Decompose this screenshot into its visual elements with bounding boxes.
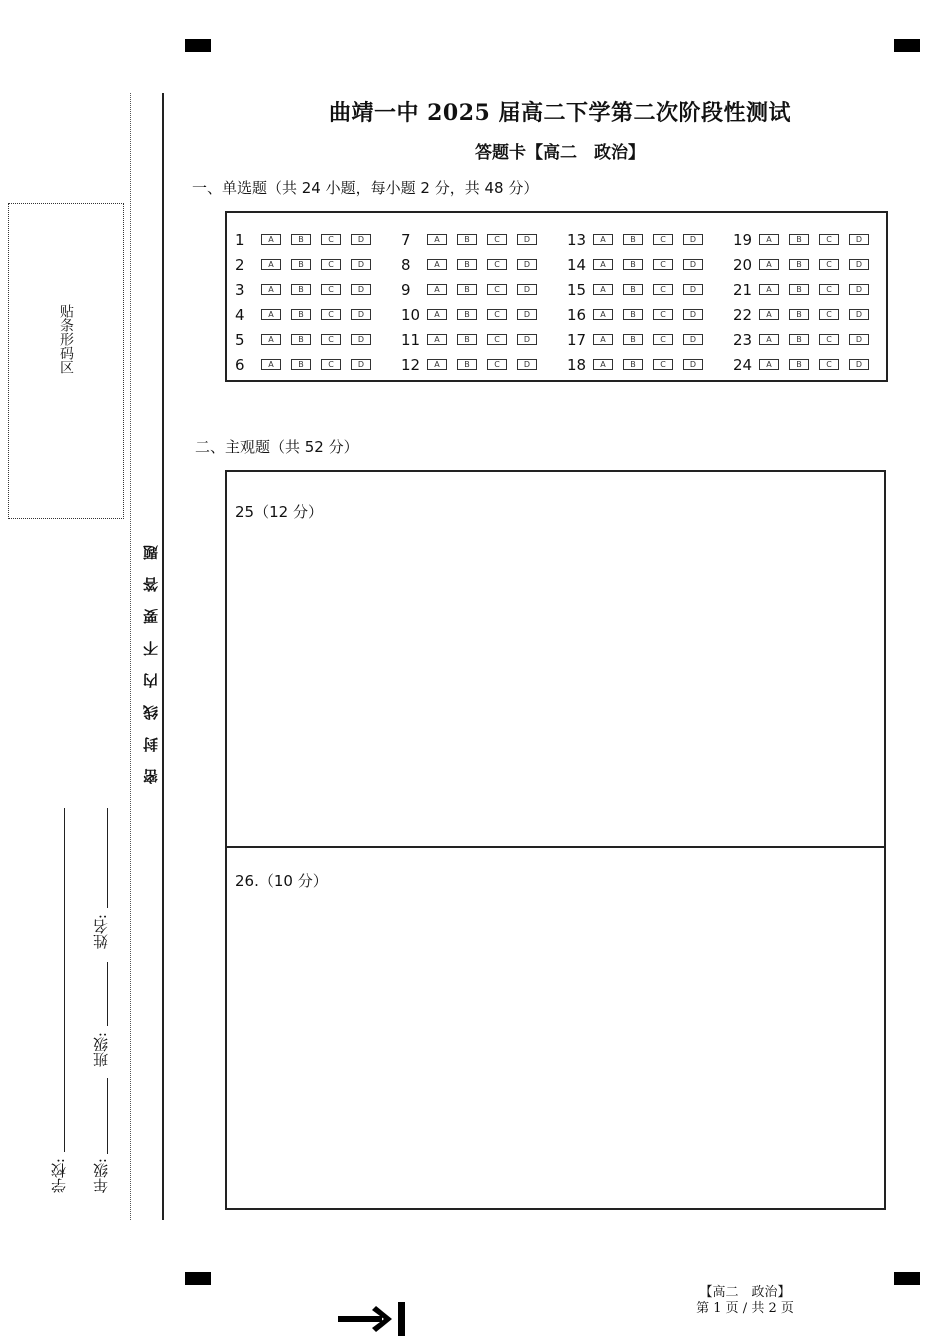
mc-question-number: 4 — [235, 305, 245, 324]
mc-question-row — [725, 327, 885, 352]
option-bubble-b[interactable]: B — [789, 259, 809, 270]
mc-question-row — [725, 227, 885, 252]
mc-question-number: 14 — [567, 255, 587, 274]
mc-question-row — [559, 352, 719, 377]
registration-mark-bottom-right — [894, 1272, 920, 1285]
option-bubble-b[interactable]: B — [789, 309, 809, 320]
option-bubble-b[interactable]: B — [457, 309, 477, 320]
footer-page-number: 第 1 页 / 共 2 页 — [696, 1301, 794, 1316]
registration-mark-top-right — [894, 39, 920, 52]
option-bubble-c[interactable]: C — [819, 284, 839, 295]
option-bubble-a[interactable]: A — [261, 284, 281, 295]
option-bubble-c[interactable]: C — [487, 259, 507, 270]
mc-question-row — [559, 277, 719, 302]
option-bubble-d[interactable]: D — [351, 234, 371, 245]
option-bubble-b[interactable]: B — [291, 359, 311, 370]
mc-question-number: 20 — [733, 255, 753, 274]
option-bubble-c[interactable]: C — [653, 284, 673, 295]
mc-question-number: 15 — [567, 280, 587, 299]
option-bubble-c[interactable]: C — [819, 359, 839, 370]
mc-question-row — [559, 252, 719, 277]
option-bubble-d[interactable]: D — [517, 259, 537, 270]
option-bubble-d[interactable]: D — [517, 359, 537, 370]
mc-question-number: 18 — [567, 355, 587, 374]
option-bubble-b[interactable]: B — [457, 259, 477, 270]
option-bubble-c[interactable]: C — [653, 359, 673, 370]
option-bubble-b[interactable]: B — [623, 334, 643, 345]
mc-question-row — [559, 302, 719, 327]
option-bubble-d[interactable]: D — [849, 259, 869, 270]
mc-question-number: 19 — [733, 230, 753, 249]
option-bubble-a[interactable]: A — [427, 309, 447, 320]
option-bubble-b[interactable]: B — [789, 234, 809, 245]
option-bubble-c[interactable]: C — [321, 234, 341, 245]
option-bubble-b[interactable]: B — [623, 284, 643, 295]
mc-question-number: 13 — [567, 230, 587, 249]
option-bubble-c[interactable]: C — [321, 259, 341, 270]
option-bubble-d[interactable]: D — [351, 359, 371, 370]
mc-question-number: 7 — [401, 230, 411, 249]
mc-question-row — [725, 252, 885, 277]
option-bubble-b[interactable]: B — [623, 234, 643, 245]
mc-question-row — [393, 227, 553, 252]
option-bubble-a[interactable]: A — [593, 234, 613, 245]
option-bubble-d[interactable]: D — [683, 234, 703, 245]
option-bubble-d[interactable]: D — [517, 284, 537, 295]
option-bubble-c[interactable]: C — [321, 309, 341, 320]
option-bubble-a[interactable]: A — [759, 309, 779, 320]
mc-question-number: 17 — [567, 330, 587, 349]
option-bubble-d[interactable]: D — [351, 284, 371, 295]
name-label: 姓名: — [92, 914, 110, 950]
mc-question-row — [725, 277, 885, 302]
mc-question-row — [227, 352, 387, 377]
mc-column — [227, 227, 387, 377]
mc-question-number: 24 — [733, 355, 753, 374]
grade-label: 年级: — [92, 1158, 110, 1194]
option-bubble-a[interactable]: A — [427, 259, 447, 270]
option-bubble-c[interactable]: C — [487, 234, 507, 245]
mc-question-row — [227, 302, 387, 327]
registration-mark-bottom-left — [185, 1272, 211, 1285]
mc-question-number: 23 — [733, 330, 753, 349]
option-bubble-c[interactable]: C — [321, 359, 341, 370]
option-bubble-a[interactable]: A — [759, 359, 779, 370]
option-bubble-a[interactable]: A — [427, 359, 447, 370]
option-bubble-d[interactable]: D — [517, 309, 537, 320]
option-bubble-a[interactable]: A — [593, 309, 613, 320]
mc-question-row — [725, 302, 885, 327]
option-bubble-b[interactable]: B — [457, 284, 477, 295]
mc-question-row — [393, 352, 553, 377]
option-bubble-c[interactable]: C — [487, 309, 507, 320]
option-bubble-c[interactable]: C — [819, 309, 839, 320]
mc-column — [725, 227, 885, 377]
mc-question-row — [393, 327, 553, 352]
grade-field[interactable] — [107, 1078, 108, 1154]
option-bubble-b[interactable]: B — [291, 259, 311, 270]
mc-question-row — [393, 277, 553, 302]
option-bubble-c[interactable]: C — [653, 259, 673, 270]
option-bubble-a[interactable]: A — [593, 334, 613, 345]
option-bubble-a[interactable]: A — [759, 284, 779, 295]
option-bubble-d[interactable]: D — [849, 359, 869, 370]
option-bubble-c[interactable]: C — [653, 309, 673, 320]
school-field[interactable] — [64, 808, 65, 1152]
barcode-area — [8, 203, 124, 519]
mc-question-row — [725, 352, 885, 377]
arrow-end-icon — [336, 1302, 408, 1336]
mc-question-number: 9 — [401, 280, 411, 299]
option-bubble-a[interactable]: A — [759, 334, 779, 345]
mc-question-number: 16 — [567, 305, 587, 324]
option-bubble-a[interactable]: A — [593, 259, 613, 270]
option-bubble-d[interactable]: D — [683, 334, 703, 345]
option-bubble-d[interactable]: D — [849, 284, 869, 295]
mc-question-row — [227, 327, 387, 352]
option-bubble-b[interactable]: B — [623, 359, 643, 370]
mc-question-row — [227, 252, 387, 277]
option-bubble-d[interactable]: D — [849, 234, 869, 245]
option-bubble-a[interactable]: A — [261, 359, 281, 370]
registration-mark-top-left — [185, 39, 211, 52]
mc-question-number: 1 — [235, 230, 245, 249]
option-bubble-c[interactable]: C — [321, 284, 341, 295]
class-field[interactable] — [107, 962, 108, 1026]
mc-question-number: 22 — [733, 305, 753, 324]
mc-column — [559, 227, 719, 377]
option-bubble-a[interactable]: A — [759, 234, 779, 245]
option-bubble-c[interactable]: C — [819, 259, 839, 270]
option-bubble-a[interactable]: A — [593, 284, 613, 295]
mc-question-row — [393, 252, 553, 277]
option-bubble-d[interactable]: D — [683, 359, 703, 370]
option-bubble-d[interactable]: D — [683, 309, 703, 320]
dotted-cut-line — [130, 93, 131, 1220]
option-bubble-b[interactable]: B — [789, 359, 809, 370]
option-bubble-d[interactable]: D — [351, 334, 371, 345]
seal-line — [162, 93, 164, 1220]
mc-question-number: 11 — [401, 330, 421, 349]
option-bubble-a[interactable]: A — [427, 284, 447, 295]
mc-question-number: 2 — [235, 255, 245, 274]
mc-question-number: 8 — [401, 255, 411, 274]
mc-question-number: 6 — [235, 355, 245, 374]
option-bubble-b[interactable]: B — [789, 284, 809, 295]
option-bubble-b[interactable]: B — [291, 234, 311, 245]
option-bubble-b[interactable]: B — [291, 334, 311, 345]
option-bubble-d[interactable]: D — [517, 234, 537, 245]
option-bubble-c[interactable]: C — [487, 284, 507, 295]
mc-question-number: 12 — [401, 355, 421, 374]
option-bubble-d[interactable]: D — [517, 334, 537, 345]
option-bubble-d[interactable]: D — [849, 334, 869, 345]
mc-question-number: 3 — [235, 280, 245, 299]
option-bubble-c[interactable]: C — [487, 334, 507, 345]
answer-card-subtitle: 答题卡【高二 政治】 — [475, 143, 645, 163]
option-bubble-d[interactable]: D — [849, 309, 869, 320]
footer-subject: 【高二 政治】 — [699, 1285, 791, 1300]
option-bubble-b[interactable]: B — [789, 334, 809, 345]
mc-question-number: 10 — [401, 305, 421, 324]
mc-question-row — [559, 227, 719, 252]
name-field[interactable] — [107, 808, 108, 908]
option-bubble-b[interactable]: B — [291, 284, 311, 295]
mc-question-row — [393, 302, 553, 327]
answer-box-q25[interactable] — [225, 470, 886, 848]
mc-question-row — [227, 227, 387, 252]
class-label: 班级: — [92, 1032, 110, 1068]
option-bubble-c[interactable]: C — [653, 234, 673, 245]
school-label: 学校: — [50, 1158, 68, 1194]
question-label-26: 26.（10 分） — [235, 872, 328, 890]
option-bubble-a[interactable]: A — [261, 334, 281, 345]
option-bubble-a[interactable]: A — [261, 259, 281, 270]
option-bubble-a[interactable]: A — [427, 334, 447, 345]
option-bubble-d[interactable]: D — [683, 284, 703, 295]
question-label-25: 25（12 分） — [235, 503, 323, 521]
option-bubble-d[interactable]: D — [683, 259, 703, 270]
answer-box-q26[interactable] — [225, 846, 886, 1210]
option-bubble-b[interactable]: B — [623, 259, 643, 270]
option-bubble-b[interactable]: B — [457, 359, 477, 370]
option-bubble-c[interactable]: C — [819, 234, 839, 245]
mc-question-number: 5 — [235, 330, 245, 349]
option-bubble-c[interactable]: C — [653, 334, 673, 345]
option-bubble-a[interactable]: A — [593, 359, 613, 370]
option-bubble-c[interactable]: C — [819, 334, 839, 345]
option-bubble-a[interactable]: A — [759, 259, 779, 270]
option-bubble-b[interactable]: B — [457, 234, 477, 245]
option-bubble-d[interactable]: D — [351, 259, 371, 270]
section-heading-multiple-choice: 一、单选题（共 24 小题，每小题 2 分，共 48 分） — [192, 179, 539, 197]
option-bubble-b[interactable]: B — [457, 334, 477, 345]
multiple-choice-grid — [225, 211, 888, 382]
option-bubble-c[interactable]: C — [321, 334, 341, 345]
mc-column — [393, 227, 553, 377]
option-bubble-c[interactable]: C — [487, 359, 507, 370]
option-bubble-d[interactable]: D — [351, 309, 371, 320]
mc-question-row — [559, 327, 719, 352]
seal-warning-text: 密封线内不要答题 — [142, 528, 160, 784]
section-heading-subjective: 二、主观题（共 52 分） — [195, 438, 359, 456]
option-bubble-b[interactable]: B — [623, 309, 643, 320]
option-bubble-a[interactable]: A — [427, 234, 447, 245]
barcode-label: 贴条形码区 — [58, 304, 74, 374]
mc-question-number: 21 — [733, 280, 753, 299]
option-bubble-b[interactable]: B — [291, 309, 311, 320]
page-title: 曲靖一中 2025 届高二下学第二次阶段性测试 — [328, 100, 792, 126]
option-bubble-a[interactable]: A — [261, 309, 281, 320]
option-bubble-a[interactable]: A — [261, 234, 281, 245]
mc-question-row — [227, 277, 387, 302]
